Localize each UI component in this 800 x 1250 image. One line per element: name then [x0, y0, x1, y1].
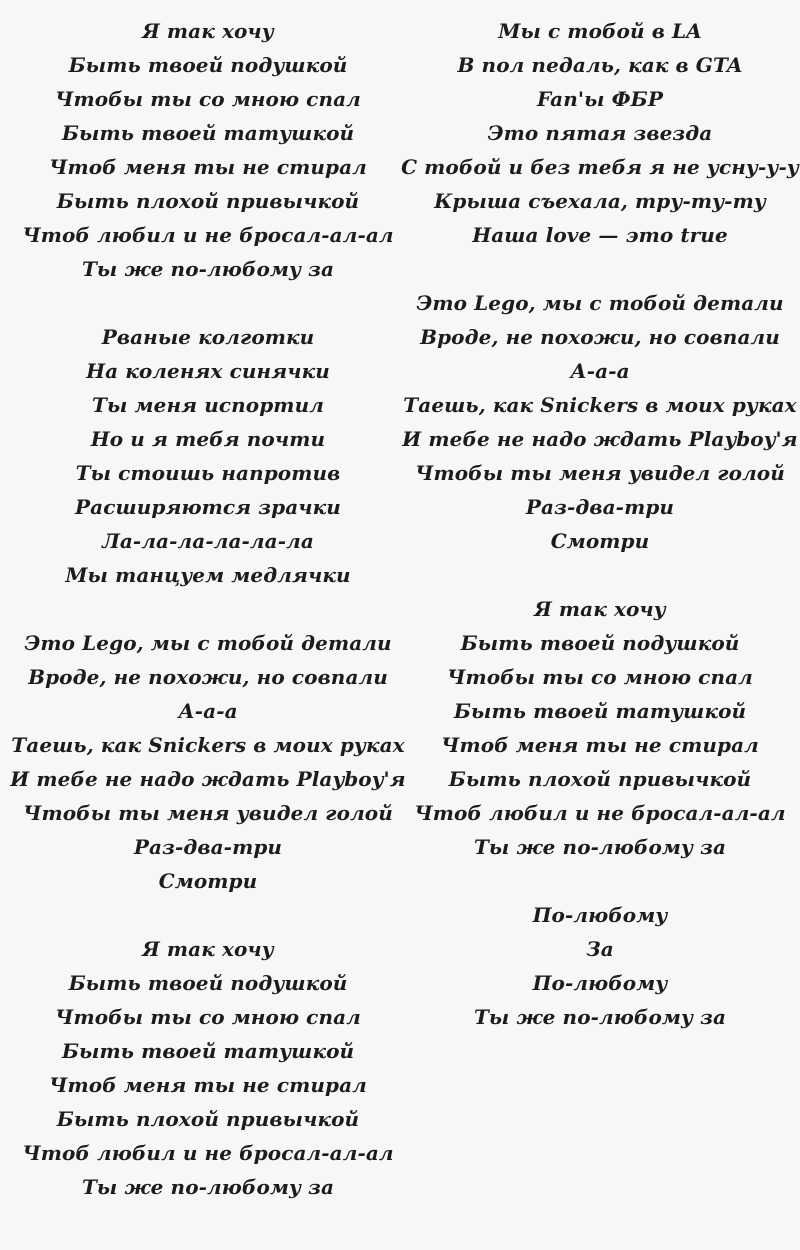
lyric-line: На коленях синячки — [86, 359, 330, 383]
lyric-line: Рваные колготки — [101, 325, 315, 349]
lyric-line: Быть твоей подушкой — [460, 631, 740, 655]
lyric-line: Чтоб меня ты не стирал — [49, 1073, 367, 1097]
lyric-line: В пол педаль, как в GTA — [457, 53, 743, 77]
lyric-line: И тебе не надо ждать Playboy'я — [402, 427, 798, 451]
lyric-line: Вроде, не похожи, но совпали — [28, 665, 388, 689]
lyric-line: Ты же по-любому за — [473, 835, 727, 859]
lyrics-column-right — [400, 14, 800, 1034]
stanza-gap — [8, 286, 408, 320]
lyric-line: Чтоб любил и не бросал-ал-ал — [414, 801, 786, 825]
lyric-line: Мы с тобой в LA — [498, 19, 702, 43]
lyric-line: С тобой и без тебя я не усну-у-у — [401, 155, 799, 179]
stanza-gap — [8, 898, 408, 932]
lyric-line: Ты же по-любому за — [81, 1175, 335, 1199]
lyric-line: Смотри — [158, 869, 258, 893]
lyric-line: Быть плохой привычкой — [56, 189, 360, 213]
lyric-line: Быть плохой привычкой — [56, 1107, 360, 1131]
lyric-line: Ла-ла-ла-ла-ла-ла — [102, 529, 314, 553]
lyric-line: А-а-а — [178, 699, 238, 723]
lyric-line: Быть твоей подушкой — [68, 53, 348, 77]
lyric-line: Чтобы ты со мною спал — [447, 665, 753, 689]
lyric-line: Это пятая звезда — [487, 121, 713, 145]
lyric-line: Быть твоей татушкой — [453, 699, 747, 723]
lyric-line: Чтобы ты меня увидел голой — [415, 461, 785, 485]
lyric-line: Вроде, не похожи, но совпали — [420, 325, 780, 349]
stanza-gap — [8, 592, 408, 626]
lyric-line: Быть твоей татушкой — [61, 121, 355, 145]
lyric-line: Таешь, как Snickers в моих руках — [403, 393, 797, 417]
lyric-line: Fan'ы ФБР — [536, 87, 664, 111]
lyric-line: Таешь, как Snickers в моих руках — [11, 733, 405, 757]
lyric-line: За — [586, 937, 614, 961]
lyric-line: Чтобы ты меня увидел голой — [23, 801, 393, 825]
lyric-line: И тебе не надо ждать Playboy'я — [10, 767, 406, 791]
lyric-line: Я так хочу — [142, 19, 274, 43]
lyric-line: Быть плохой привычкой — [448, 767, 752, 791]
lyric-line: Смотри — [550, 529, 650, 553]
lyric-line: Это Lego, мы с тобой детали — [416, 291, 784, 315]
lyric-line: Но и я тебя почти — [90, 427, 326, 451]
lyric-line: Раз-два-три — [133, 835, 283, 859]
lyric-line: Быть твоей татушкой — [61, 1039, 355, 1063]
lyric-line: Я так хочу — [534, 597, 666, 621]
lyric-line: Чтоб любил и не бросал-ал-ал — [22, 223, 394, 247]
lyric-line: Крыша съехала, тру-ту-ту — [434, 189, 766, 213]
stanza-gap — [400, 864, 800, 898]
lyric-line: Ты меня испортил — [92, 393, 324, 417]
stanza-gap — [400, 558, 800, 592]
lyrics-column-left — [8, 14, 408, 1204]
lyric-line: Это Lego, мы с тобой детали — [24, 631, 392, 655]
lyric-line: Ты же по-любому за — [81, 257, 335, 281]
lyric-line: Чтобы ты со мною спал — [55, 1005, 361, 1029]
lyric-line: Раз-два-три — [525, 495, 675, 519]
lyric-line: Расширяются зрачки — [75, 495, 341, 519]
lyric-line: Наша love — это true — [472, 223, 728, 247]
lyric-line: Чтоб меня ты не стирал — [441, 733, 759, 757]
lyric-line: Ты стоишь напротив — [75, 461, 341, 485]
stanza-gap — [400, 252, 800, 286]
lyric-line: Чтоб меня ты не стирал — [49, 155, 367, 179]
lyric-line: Мы танцуем медлячки — [65, 563, 351, 587]
lyric-line: По-любому — [532, 903, 668, 927]
lyric-line: Ты же по-любому за — [473, 1005, 727, 1029]
lyric-line: А-а-а — [570, 359, 630, 383]
lyric-line: Быть твоей подушкой — [68, 971, 348, 995]
lyric-line: По-любому — [532, 971, 668, 995]
lyric-line: Чтоб любил и не бросал-ал-ал — [22, 1141, 394, 1165]
lyric-line: Чтобы ты со мною спал — [55, 87, 361, 111]
lyric-line: Я так хочу — [142, 937, 274, 961]
